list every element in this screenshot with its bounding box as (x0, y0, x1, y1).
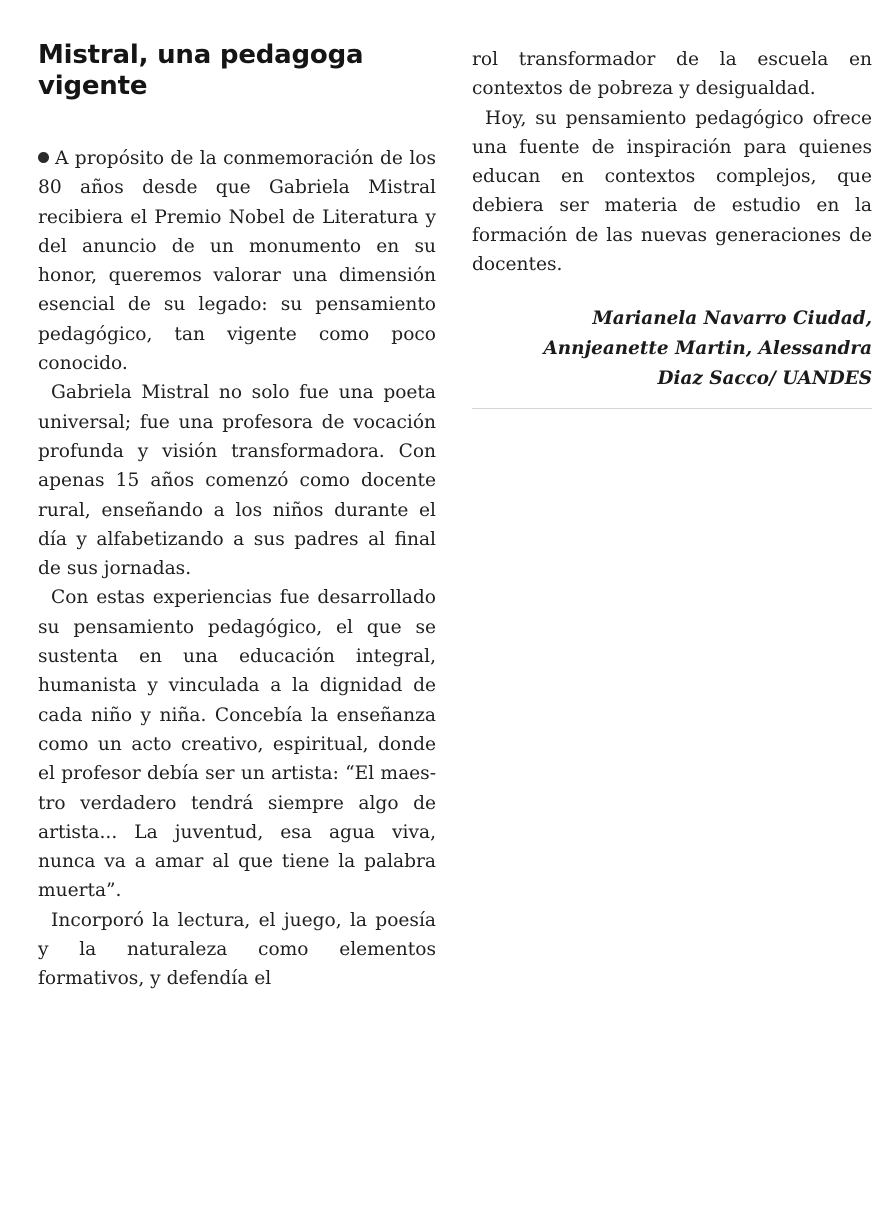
left-column-body (38, 144, 436, 994)
end-divider (472, 408, 872, 409)
right-column-body (472, 45, 872, 279)
paragraph-continuation: rol transformador de la escuela en contextos de pobreza y desigualdad. (472, 49, 872, 100)
paragraph-conclusion: Hoy, su pensamiento pedagógico ofrece una fuente de inspiración para quienes educan en contextos complejos, que debiera ser materia de estudio en la formación de las nuevas generaciones de docentes. (472, 107, 872, 276)
paragraph-teacher: Gabriela Mistral no solo fue una poeta universal; fue una profesora de vocación profunda y visión transformadora. Con apenas 15 años comenzó como docente rural, enseñando a los niños durante el día y alfabetizando a sus padres al final de sus jornadas. (38, 382, 436, 580)
bullet-icon (38, 152, 49, 163)
signature-line: Annjeanette Martin, Alessandra (543, 338, 872, 360)
paragraph-intro (38, 144, 436, 378)
signature-line: Diaz Sacco/ UANDES (657, 368, 872, 390)
author-signature (472, 304, 872, 394)
paragraph-pedagogy: Con estas experiencias fue desarrollado su pensamiento pedagógico, el que se sustenta en una educación integral, humanista y vinculada a la dignidad de cada niño y niña. Concebía la enseñanza como un acto creativo, espiritual, donde el profesor debía ser un artista: “El maestro verdadero tendrá siempre algo de artista... La juventud, esa agua viva, nunca va a amar al que tiene la palabra muerta”. (38, 587, 436, 902)
right-column (472, 0, 872, 409)
signature-line: Marianela Navarro Ciudad, (592, 308, 872, 330)
paragraph-reading: Incorporó la lectura, el juego, la poesía y la naturaleza como elementos formativos, y defendía el (38, 909, 436, 990)
article-headline: Mistral, una pedagoga vigente (38, 40, 364, 101)
left-column (38, 0, 436, 994)
paragraph-intro-text: A propósito de la conmemoración de los 80 años desde que Gabriela Mistral recibiera el Premio Nobel de Literatura y del anuncio de un monumento en su honor, queremos valorar una dimensión esencial de su legado: su pensamiento pedagógico, tan vigente como poco conocido. (38, 148, 436, 375)
